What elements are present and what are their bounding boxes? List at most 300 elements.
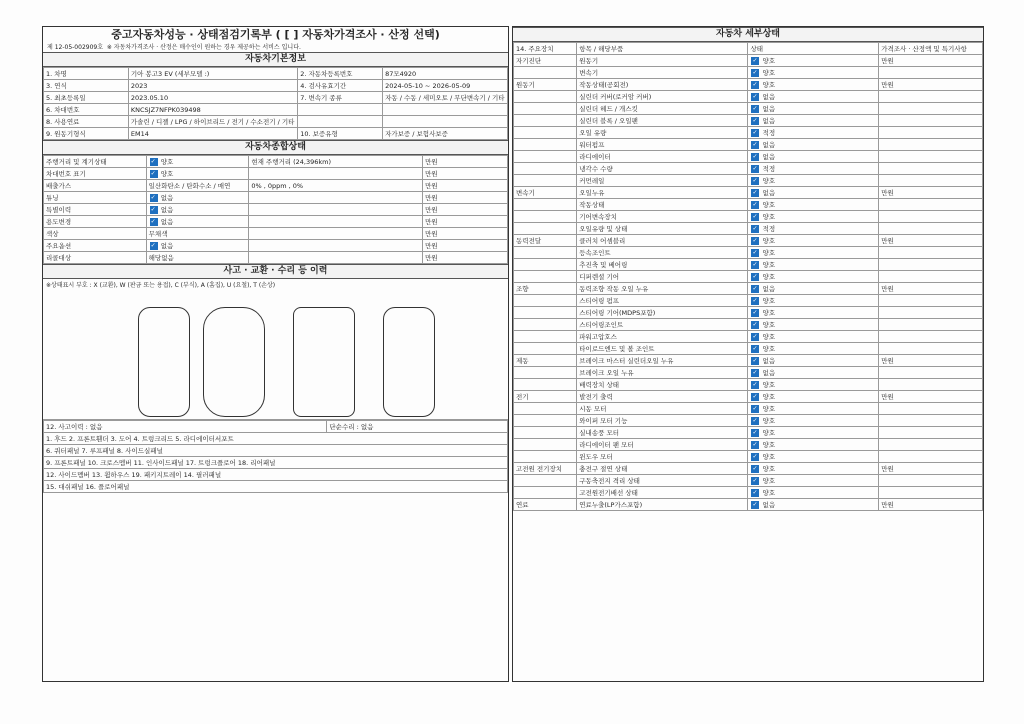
- table-cell: [249, 240, 423, 252]
- table-cell: [879, 487, 983, 499]
- table-cell: [514, 115, 577, 127]
- table-cell: 주행거리 및 계기상태: [44, 156, 147, 168]
- table-cell: ✓ 없음: [146, 216, 249, 228]
- table-cell: 만원: [423, 180, 508, 192]
- table-cell: 브레이크 마스터 실린더오일 누유: [577, 355, 748, 367]
- table-cell: 워터펌프: [577, 139, 748, 151]
- table-row: [514, 43, 983, 55]
- car-diagram: [43, 279, 508, 420]
- table-cell: 1. 차명: [44, 68, 129, 80]
- table-cell: [514, 91, 577, 103]
- table-cell: [879, 343, 983, 355]
- table-cell: 충전구 절연 상태: [577, 463, 748, 475]
- table-cell: ✓ 양호: [748, 235, 879, 247]
- table-cell: [514, 487, 577, 499]
- checkbox-checked[interactable]: [751, 501, 759, 509]
- checkbox-checked[interactable]: [751, 261, 759, 269]
- table-cell: [514, 103, 577, 115]
- table-cell: [514, 175, 577, 187]
- table-cell: ✓ 양호: [748, 475, 879, 487]
- table-cell: 3. 연식: [44, 80, 129, 92]
- table-row: [514, 235, 983, 247]
- table-cell: [514, 151, 577, 163]
- table-row: [514, 307, 983, 319]
- table-cell: 차대번호 표기: [44, 168, 147, 180]
- table-row: [514, 487, 983, 499]
- table-cell: 커먼레일: [577, 175, 748, 187]
- checkbox-checked[interactable]: [751, 213, 759, 221]
- table-cell: [249, 192, 423, 204]
- table-cell: 2023.05.10: [128, 92, 297, 104]
- table-cell: ✓ 양호: [748, 199, 879, 211]
- table-cell: [514, 259, 577, 271]
- table-cell: 스티어링 기어(MDPS포함): [577, 307, 748, 319]
- table-cell: ✓ 양호: [146, 168, 249, 180]
- table-row: [514, 379, 983, 391]
- table-cell: ✓ 없음: [146, 192, 249, 204]
- table-cell: 만원: [423, 156, 508, 168]
- accident-title: 사고 · 교환 · 수리 등 이력: [43, 264, 508, 279]
- table-cell: [514, 295, 577, 307]
- table-cell: 만원: [879, 235, 983, 247]
- table-cell: 튜닝: [44, 192, 147, 204]
- checkbox-checked[interactable]: [751, 393, 759, 401]
- table-cell: 원동기: [577, 55, 748, 67]
- table-cell: [879, 67, 983, 79]
- table-cell: 만원: [423, 204, 508, 216]
- checkbox-checked[interactable]: [150, 206, 158, 214]
- table-cell: 만원: [879, 79, 983, 91]
- table-cell: [514, 127, 577, 139]
- table-cell: 연료: [514, 499, 577, 511]
- table-cell: 타이로드엔드 및 볼 조인트: [577, 343, 748, 355]
- table-cell: [514, 271, 577, 283]
- table-cell: ✓ 양호: [748, 247, 879, 259]
- table-cell: 오일유량 및 상태: [577, 223, 748, 235]
- table-cell: ✓ 없음: [748, 103, 879, 115]
- checkbox-checked[interactable]: [751, 69, 759, 77]
- checkbox-checked[interactable]: [751, 273, 759, 281]
- checkbox-checked[interactable]: [751, 81, 759, 89]
- checkbox-checked[interactable]: [751, 345, 759, 353]
- table-cell: [514, 427, 577, 439]
- table-cell: 배력장치 상태: [577, 379, 748, 391]
- table-row: [514, 199, 983, 211]
- detail-table: [513, 42, 983, 511]
- checkbox-checked[interactable]: [751, 201, 759, 209]
- table-row: [514, 439, 983, 451]
- table-row: [514, 175, 983, 187]
- table-cell: 제동: [514, 355, 577, 367]
- table-cell: 실린더 헤드 / 개스킷: [577, 103, 748, 115]
- table-cell: 만원: [879, 463, 983, 475]
- table-cell: 만원: [423, 216, 508, 228]
- table-cell: 변속기: [514, 187, 577, 199]
- table-cell: 만원: [423, 192, 508, 204]
- table-cell: [879, 307, 983, 319]
- table-row: [44, 92, 508, 104]
- checkbox-checked[interactable]: [751, 189, 759, 197]
- table-row: [514, 103, 983, 115]
- table-cell: 브레이크 오일 누유: [577, 367, 748, 379]
- table-cell: 만원: [879, 55, 983, 67]
- table-cell: KNCSJZ7NFPK039498: [128, 104, 297, 116]
- table-cell: 스티어링 펌프: [577, 295, 748, 307]
- table-cell: 동력전달: [514, 235, 577, 247]
- table-cell: 실린더 커버(로커암 커버): [577, 91, 748, 103]
- checkbox-checked[interactable]: [751, 225, 759, 233]
- table-cell: 오일누유: [577, 187, 748, 199]
- table-cell: ✓ 없음: [748, 367, 879, 379]
- table-cell: ✓ 양호: [748, 415, 879, 427]
- checkbox-checked[interactable]: [751, 333, 759, 341]
- table-cell: [879, 259, 983, 271]
- table-cell: 만원: [423, 252, 508, 264]
- table-cell: 리콜대상: [44, 252, 147, 264]
- table-cell: 5. 최초등록일: [44, 92, 129, 104]
- table-cell: 오일 유량: [577, 127, 748, 139]
- table-cell: 파워고압호스: [577, 331, 748, 343]
- table-cell: 작동상태: [577, 199, 748, 211]
- table-cell: 현재 주행거리 (24,396km): [249, 156, 423, 168]
- table-cell: [514, 343, 577, 355]
- table-cell: 구동축전지 격리 상태: [577, 475, 748, 487]
- table-cell: 2. 자동차등록번호: [298, 68, 383, 80]
- table-cell: 7. 변속기 종류: [298, 92, 383, 104]
- table-cell: ✓ 양호: [748, 175, 879, 187]
- table-cell: ✓ 없음: [748, 91, 879, 103]
- table-cell: 주요옵션: [44, 240, 147, 252]
- table-cell: 10. 보증유형: [298, 128, 383, 140]
- table-cell: 9. 원동기형식: [44, 128, 129, 140]
- table-cell: ✓ 없음: [748, 139, 879, 151]
- checkbox-checked[interactable]: [751, 429, 759, 437]
- table-cell: [879, 415, 983, 427]
- table-cell: [514, 451, 577, 463]
- table-cell: [879, 127, 983, 139]
- table-row: [514, 79, 983, 91]
- checkbox-checked[interactable]: [751, 117, 759, 125]
- table-cell: 자동 / 수동 / 세미오토 / 무단변속기 / 기타: [383, 92, 508, 104]
- table-row: [514, 427, 983, 439]
- checkbox-checked[interactable]: [150, 158, 158, 166]
- car-top: [203, 307, 265, 417]
- table-cell: ✓ 양호: [748, 259, 879, 271]
- table-cell: 기어변속장치: [577, 211, 748, 223]
- table-cell: [514, 67, 577, 79]
- table-cell: 상태: [748, 43, 879, 55]
- table-cell: [879, 151, 983, 163]
- table-row: [514, 355, 983, 367]
- table-cell: [249, 168, 423, 180]
- table-cell: ✓ 적정: [748, 127, 879, 139]
- table-cell: [514, 211, 577, 223]
- table-row: [514, 451, 983, 463]
- checkbox-checked[interactable]: [751, 369, 759, 377]
- table-cell: ✓ 양호: [748, 427, 879, 439]
- checkbox-checked[interactable]: [751, 309, 759, 317]
- table-cell: [514, 379, 577, 391]
- car-frame: [293, 307, 355, 417]
- left-panel: [42, 26, 509, 682]
- checkbox-checked[interactable]: [150, 218, 158, 226]
- table-cell: 6. 차대번호: [44, 104, 129, 116]
- accident-table: 12. 사고이력 : 없음 단순수리 : 없음 1. 후드 2. 프론트휀더 3. 도어 4. 트렁크리드 5. 라디에이터서포트 6. 쿼터패널 7. 루프패널 8. 사이드실패널 9. 프론트패널 10. 크로스멤버 11. 인사이드패널 17. 트렁크플로어 18. 리어패널 12. 사이드멤버 13. 휠하우스 19. 패키지트레이 14. 필러패널 15. 대쉬패널 16. 플로어패널: [43, 420, 508, 493]
- table-cell: ✓ 양호: [748, 79, 879, 91]
- table-cell: ✓ 양호: [748, 67, 879, 79]
- checkbox-checked[interactable]: [751, 105, 759, 113]
- table-row: [514, 127, 983, 139]
- table-cell: ✓ 양호: [748, 451, 879, 463]
- table-cell: ✓ 양호: [748, 211, 879, 223]
- table-row: [514, 271, 983, 283]
- table-cell: 클러치 어셈블리: [577, 235, 748, 247]
- checkbox-checked[interactable]: [150, 170, 158, 178]
- table-cell: 색상: [44, 228, 147, 240]
- table-cell: 4. 검사유효기간: [298, 80, 383, 92]
- table-cell: [249, 252, 423, 264]
- basic-title: 자동차기본정보: [43, 52, 508, 67]
- checkbox-checked[interactable]: [751, 489, 759, 497]
- table-cell: [879, 403, 983, 415]
- detail-title: 자동차 세부상태: [513, 27, 983, 42]
- table-cell: [879, 271, 983, 283]
- table-cell: 라디에이터 팬 모터: [577, 439, 748, 451]
- table-cell: [879, 331, 983, 343]
- table-cell: [879, 103, 983, 115]
- checkbox-checked[interactable]: [751, 177, 759, 185]
- table-cell: 87모4920: [383, 68, 508, 80]
- table-cell: [383, 104, 508, 116]
- table-cell: ✓ 양호: [748, 319, 879, 331]
- table-row: [44, 80, 508, 92]
- table-cell: 시동 모터: [577, 403, 748, 415]
- table-cell: 윈도우 모터: [577, 451, 748, 463]
- table-cell: 동력조향 작동 오일 누유: [577, 283, 748, 295]
- table-row: [514, 343, 983, 355]
- table-cell: ✓ 없음: [748, 355, 879, 367]
- table-cell: 가격조사 · 산정액 및 특기사항: [879, 43, 983, 55]
- table-row: [514, 187, 983, 199]
- table-row: [44, 192, 508, 204]
- table-row: [514, 115, 983, 127]
- table-cell: ✓ 없음: [748, 499, 879, 511]
- table-row: [514, 499, 983, 511]
- table-cell: 가솔린 / 디젤 / LPG / 하이브리드 / 전기 / 수소전기 / 기타: [128, 116, 297, 128]
- table-cell: ✓ 양호: [748, 463, 879, 475]
- table-cell: 2024-05-10 ~ 2026-05-09: [383, 80, 508, 92]
- table-cell: [514, 475, 577, 487]
- table-cell: [514, 439, 577, 451]
- table-cell: 냉각수 수량: [577, 163, 748, 175]
- table-cell: 일산화탄소 / 탄화수소 / 매연: [146, 180, 249, 192]
- table-cell: 배출가스: [44, 180, 147, 192]
- table-cell: 변속기: [577, 67, 748, 79]
- table-row: [514, 463, 983, 475]
- table-cell: 원동기: [514, 79, 577, 91]
- table-cell: 자가보증 / 보험사보증: [383, 128, 508, 140]
- checkbox-checked[interactable]: [150, 242, 158, 250]
- table-cell: [879, 175, 983, 187]
- table-cell: [514, 163, 577, 175]
- table-cell: [249, 216, 423, 228]
- table-cell: [879, 247, 983, 259]
- legend-text: ※상태표시 부호 : X (교환), W (판금 또는 용접), C (부식), A (흠집), U (요철), T (손상): [46, 282, 276, 289]
- table-cell: [249, 204, 423, 216]
- table-row: [514, 403, 983, 415]
- table-cell: [879, 451, 983, 463]
- checkbox-checked[interactable]: [751, 465, 759, 473]
- table-row: [44, 204, 508, 216]
- table-row: [514, 211, 983, 223]
- table-row: [44, 128, 508, 140]
- table-cell: 만원: [879, 283, 983, 295]
- table-cell: [879, 427, 983, 439]
- checkbox-checked[interactable]: [751, 417, 759, 425]
- table-cell: [514, 247, 577, 259]
- checkbox-checked[interactable]: [751, 405, 759, 413]
- table-cell: [879, 475, 983, 487]
- table-cell: 만원: [879, 391, 983, 403]
- table-cell: 추진축 및 베어링: [577, 259, 748, 271]
- table-row: [514, 91, 983, 103]
- table-cell: 만원: [879, 499, 983, 511]
- summary-table: [43, 155, 508, 264]
- table-cell: [879, 163, 983, 175]
- table-cell: 발전기 출력: [577, 391, 748, 403]
- table-cell: ✓ 양호: [748, 307, 879, 319]
- doc-number: 제 12-05-002909호 ※ 자동차가격조사 · 산정은 매수인이 원하는 경우 제공하는 서비스 입니다.: [47, 44, 301, 51]
- table-cell: 항목 / 해당부품: [577, 43, 748, 55]
- table-cell: ✓ 없음: [748, 187, 879, 199]
- table-cell: [249, 228, 423, 240]
- table-cell: 디퍼렌셜 기어: [577, 271, 748, 283]
- table-cell: 14. 주요장치: [514, 43, 577, 55]
- table-cell: 만원: [423, 228, 508, 240]
- table-cell: 라디에이터: [577, 151, 748, 163]
- checkbox-checked[interactable]: [751, 441, 759, 449]
- table-cell: [514, 415, 577, 427]
- table-cell: 해당없음: [146, 252, 249, 264]
- table-row: [514, 67, 983, 79]
- checkbox-checked[interactable]: [751, 249, 759, 257]
- table-cell: [879, 139, 983, 151]
- doc-title: 중고자동차성능 · 상태점검기록부 ( [ ] 자동차가격조사 · 산정 선택): [111, 28, 440, 41]
- table-cell: ✓ 양호: [748, 487, 879, 499]
- table-row: [44, 116, 508, 128]
- table-cell: ✓ 없음: [748, 283, 879, 295]
- table-cell: [879, 211, 983, 223]
- table-cell: [879, 115, 983, 127]
- table-row: [514, 367, 983, 379]
- table-cell: ✓ 양호: [748, 379, 879, 391]
- table-cell: ✓ 적정: [748, 223, 879, 235]
- checkbox-checked[interactable]: [751, 297, 759, 305]
- table-row: [514, 295, 983, 307]
- table-row: [514, 391, 983, 403]
- table-cell: ✓ 없음: [748, 115, 879, 127]
- table-row: [44, 216, 508, 228]
- table-cell: [514, 319, 577, 331]
- table-cell: 특별이력: [44, 204, 147, 216]
- table-row: [44, 252, 508, 264]
- table-cell: 연료누출(LP가스포함): [577, 499, 748, 511]
- table-row: [44, 180, 508, 192]
- checkbox-checked[interactable]: [751, 285, 759, 293]
- table-row: [44, 68, 508, 80]
- checkbox-checked[interactable]: [751, 321, 759, 329]
- table-cell: EM14: [128, 128, 297, 140]
- table-row: [44, 156, 508, 168]
- table-cell: [879, 295, 983, 307]
- table-cell: 자기진단: [514, 55, 577, 67]
- checkbox-checked[interactable]: [751, 237, 759, 245]
- table-cell: [514, 223, 577, 235]
- table-cell: [298, 104, 383, 116]
- table-cell: 와이퍼 모터 기능: [577, 415, 748, 427]
- checkbox-checked[interactable]: [150, 194, 158, 202]
- table-cell: [514, 199, 577, 211]
- table-cell: ✓ 없음: [748, 151, 879, 163]
- table-cell: 만원: [879, 355, 983, 367]
- table-cell: [514, 307, 577, 319]
- checkbox-checked[interactable]: [751, 453, 759, 461]
- checkbox-checked[interactable]: [751, 357, 759, 365]
- table-cell: 기아 봉고3 EV (세부모델 :): [128, 68, 297, 80]
- table-cell: ✓ 없음: [146, 204, 249, 216]
- table-row: [514, 163, 983, 175]
- checkbox-checked[interactable]: [751, 381, 759, 389]
- table-row: [44, 168, 508, 180]
- table-cell: 전기: [514, 391, 577, 403]
- table-cell: [514, 331, 577, 343]
- checkbox-checked[interactable]: [751, 129, 759, 137]
- table-cell: ✓ 양호: [748, 331, 879, 343]
- table-cell: 8. 사용연료: [44, 116, 129, 128]
- table-cell: [383, 116, 508, 128]
- table-row: [514, 319, 983, 331]
- table-cell: 만원: [423, 168, 508, 180]
- checkbox-checked[interactable]: [751, 165, 759, 173]
- table-cell: [879, 91, 983, 103]
- table-cell: 2023: [128, 80, 297, 92]
- table-cell: 실내송풍 모터: [577, 427, 748, 439]
- table-cell: ✓ 양호: [748, 391, 879, 403]
- car-side-left: [138, 307, 190, 417]
- right-panel: [512, 26, 984, 682]
- checkbox-checked[interactable]: [751, 93, 759, 101]
- table-row: [514, 151, 983, 163]
- checkbox-checked[interactable]: [751, 57, 759, 65]
- table-row: [44, 228, 508, 240]
- table-cell: ✓ 적정: [748, 163, 879, 175]
- checkbox-checked[interactable]: [751, 477, 759, 485]
- table-cell: 고전원 전기장치: [514, 463, 577, 475]
- table-cell: 용도변경: [44, 216, 147, 228]
- table-row: [514, 223, 983, 235]
- basic-table: [43, 67, 508, 140]
- checkbox-checked[interactable]: [751, 153, 759, 161]
- table-cell: [879, 439, 983, 451]
- table-cell: [879, 223, 983, 235]
- table-row: [514, 415, 983, 427]
- table-cell: 스티어링조인트: [577, 319, 748, 331]
- table-cell: ✓ 양호: [748, 271, 879, 283]
- table-row: [514, 259, 983, 271]
- table-cell: 무채색: [146, 228, 249, 240]
- checkbox-checked[interactable]: [751, 141, 759, 149]
- table-row: [44, 240, 508, 252]
